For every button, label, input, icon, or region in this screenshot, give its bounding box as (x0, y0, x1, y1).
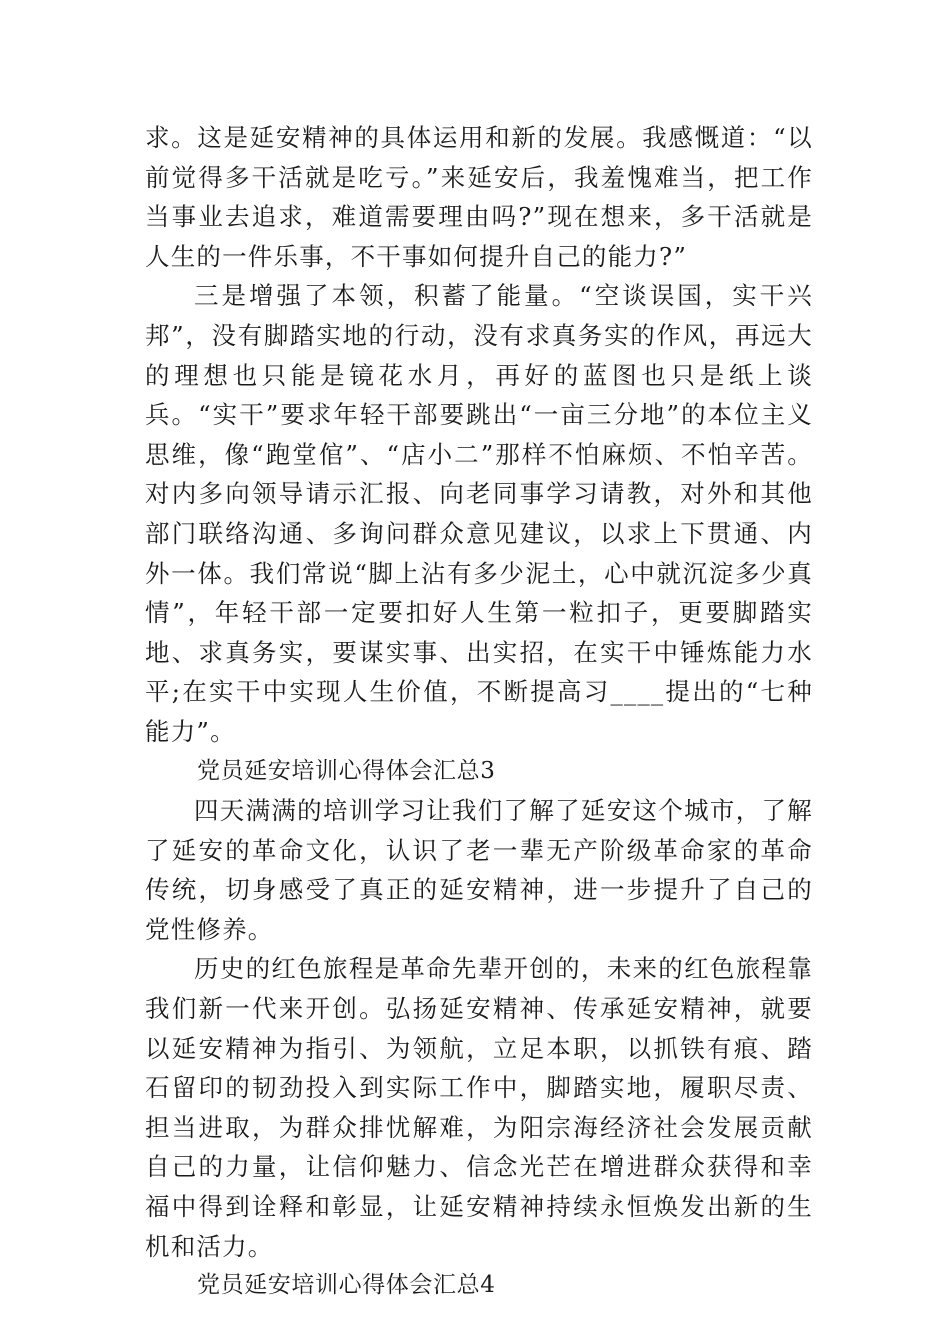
paragraph-red-journey: 历史的红色旅程是革命先辈开创的，未来的红色旅程靠我们新一代来开创。弘扬延安精神、传承延安精神，就要以延安精神为指引、为领航，立足本职，以抓铁有痕、踏石留印的韧劲投入到实际工作中，脚踏实地，履职尽责、担当进取，为群众排忧解难，为阳宗海经济社会发展贡献自己的力量，让信仰魅力、信念光芒在增进群众获得和幸福中得到诠释和彰显，让延安精神持续永恒焕发出新的生机和活力。 (145, 954, 813, 1261)
paragraph-third-point: 三是增强了本领，积蓄了能量。“空谈误国，实干兴邦”，没有脚踏实地的行动，没有求真务实的作风，再远大的理想也只能是镜花水月，再好的蓝图也只是纸上谈兵。“实干”要求年轻干部要跳出“一亩三分地”的本位主义思维，像“跑堂倌”、“店小二”那样不怕麻烦、不怕辛苦。对内多向领导请示汇报、向老同事学习请教，对外和其他部门联络沟通、多询问群众意见建议，以求上下贯通、内外一体。我们常说“脚上沾有多少泥土，心中就沉淀多少真情”，年轻干部一定要扣好人生第一粒扣子，更要脚踏实地、求真务实，要谋实事、出实招，在实干中锤炼能力水平;在实干中实现人生价值，不断提高习____提出的“七种能力”。 (145, 281, 813, 746)
section-heading-4: 党员延安培训心得体会汇总4 (197, 1272, 496, 1299)
paragraph-continuation: 求。这是延安精神的具体运用和新的发展。我感慨道：“以前觉得多干活就是吃亏。”来延安后，我羞愧难当，把工作当事业去追求，难道需要理由吗?”现在想来，多干活就是人生的一件乐事，不干事如何提升自己的能力?” (145, 123, 813, 271)
paragraph-training-summary: 四天满满的培训学习让我们了解了延安这个城市，了解了延安的革命文化，认识了老一辈无产阶级革命家的革命传统，切身感受了真正的延安精神，进一步提升了自己的党性修养。 (145, 796, 813, 944)
section-heading-3: 党员延安培训心得体会汇总3 (197, 757, 496, 784)
document-page (145, 118, 813, 1306)
